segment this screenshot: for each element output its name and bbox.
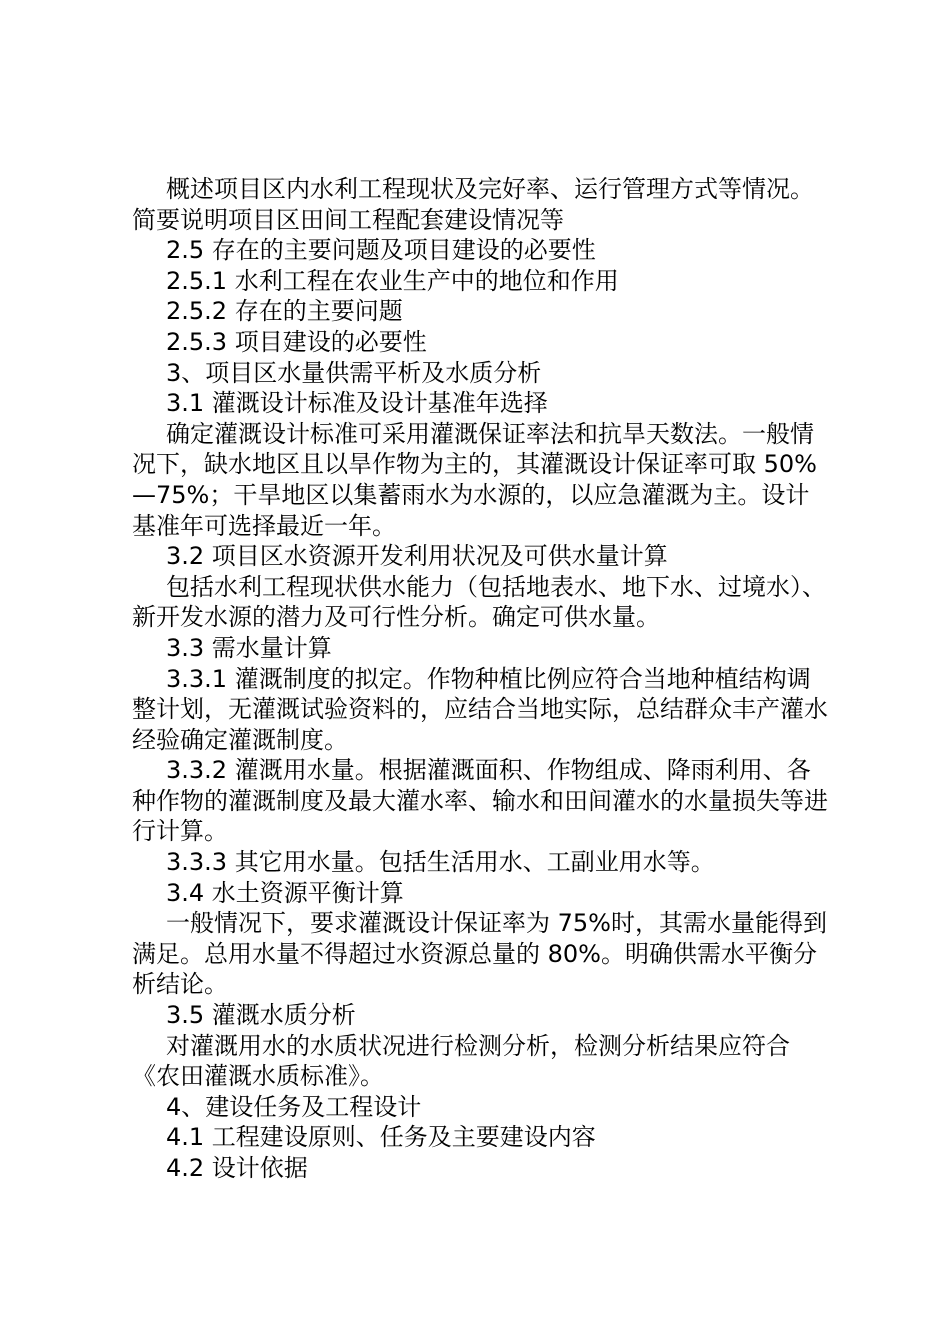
text-line: 一般情况下，要求灌溉设计保证率为 75%时，其需水量能 [166, 909, 779, 938]
heading-3-2: 3.2 项目区水资源开发利用状况及可供水量计算 [166, 542, 668, 571]
text-line: 概述项目区内水利工程现状及完好率、运行管理方式等情 [166, 175, 766, 203]
paragraph-project-area-overview [132, 174, 832, 235]
text-line: 3.3.1 灌溉制度的拟定。作物种植比例应符合当地种植结构 [166, 664, 787, 693]
paragraph-3-3-3: 3.3.3 其它用水量。包括生活用水、工副业用水等。 [166, 848, 715, 877]
heading-4: 4、建设任务及工程设计 [166, 1092, 422, 1121]
text-line: 为主。设计基准年可选择最近一年。 [132, 480, 810, 540]
text-line: 合《农田灌溉水质标准》。 [132, 1031, 790, 1091]
text-line: 般情况下，缺水地区且以旱作物为主的，其灌溉设计保证率可 [132, 419, 814, 479]
paragraph-water-land-balance [132, 908, 832, 1000]
heading-2-5-2: 2.5.2 存在的主要问题 [166, 297, 403, 326]
paragraph-3-3-1 [132, 664, 832, 756]
text-line: 包括水利工程现状供水能力（包括地表水、地下水、过境 [166, 572, 766, 601]
text-line: 取 50%—75%；干旱地区以集蓄雨水为水源的，以应急灌溉 [132, 450, 817, 509]
heading-2-5-1: 2.5.1 水利工程在农业生产中的地位和作用 [166, 266, 619, 295]
text-line: 水）、新开发水源的潜力及可行性分析。确定可供水量。 [132, 572, 826, 632]
heading-3-5: 3.5 灌溉水质分析 [166, 1001, 356, 1030]
text-line: 得到满足。总用水量不得超过水资源总量的 80%。明确供需 [132, 909, 827, 968]
heading-4-2: 4.2 设计依据 [166, 1154, 308, 1182]
heading-3-3: 3.3 需水量计算 [166, 633, 332, 662]
text-line: 况。简要说明项目区田间工程配套建设情况等 [132, 175, 814, 234]
text-line: 失等进行计算。 [132, 786, 828, 846]
document-page [132, 174, 832, 1184]
heading-4-1: 4.1 工程建设原则、任务及主要建设内容 [166, 1123, 596, 1152]
heading-3-1: 3.1 灌溉设计标准及设计基准年选择 [166, 389, 548, 418]
text-line: 3.3.2 灌溉用水量。根据灌溉面积、作物组成、降雨利用、 [166, 756, 787, 785]
paragraph-water-quality [132, 1031, 832, 1092]
text-line: 调整计划，无灌溉试验资料的，应结合当地实际，总结群众丰 [132, 664, 811, 724]
heading-3-4: 3.4 水土资源平衡计算 [166, 878, 404, 907]
heading-2-5-3: 2.5.3 项目建设的必要性 [166, 327, 427, 356]
heading-3: 3、项目区水量供需平析及水质分析 [166, 358, 542, 387]
text-line: 确定灌溉设计标准可采用灌溉保证率法和抗旱天数法。一 [166, 419, 766, 448]
text-line: 产灌水经验确定灌溉制度。 [132, 695, 828, 754]
paragraph-3-3-2 [132, 755, 832, 847]
text-line: 水平衡分析结论。 [132, 939, 817, 999]
paragraph-irrigation-standard [132, 419, 832, 541]
paragraph-water-supply [132, 572, 832, 633]
text-line: 对灌溉用水的水质状况进行检测分析，检测分析结果应符 [166, 1031, 766, 1060]
text-line: 各种作物的灌溉制度及最大灌水率、输水和田间灌水的水量损 [132, 756, 811, 815]
heading-2-5: 2.5 存在的主要问题及项目建设的必要性 [166, 236, 596, 265]
